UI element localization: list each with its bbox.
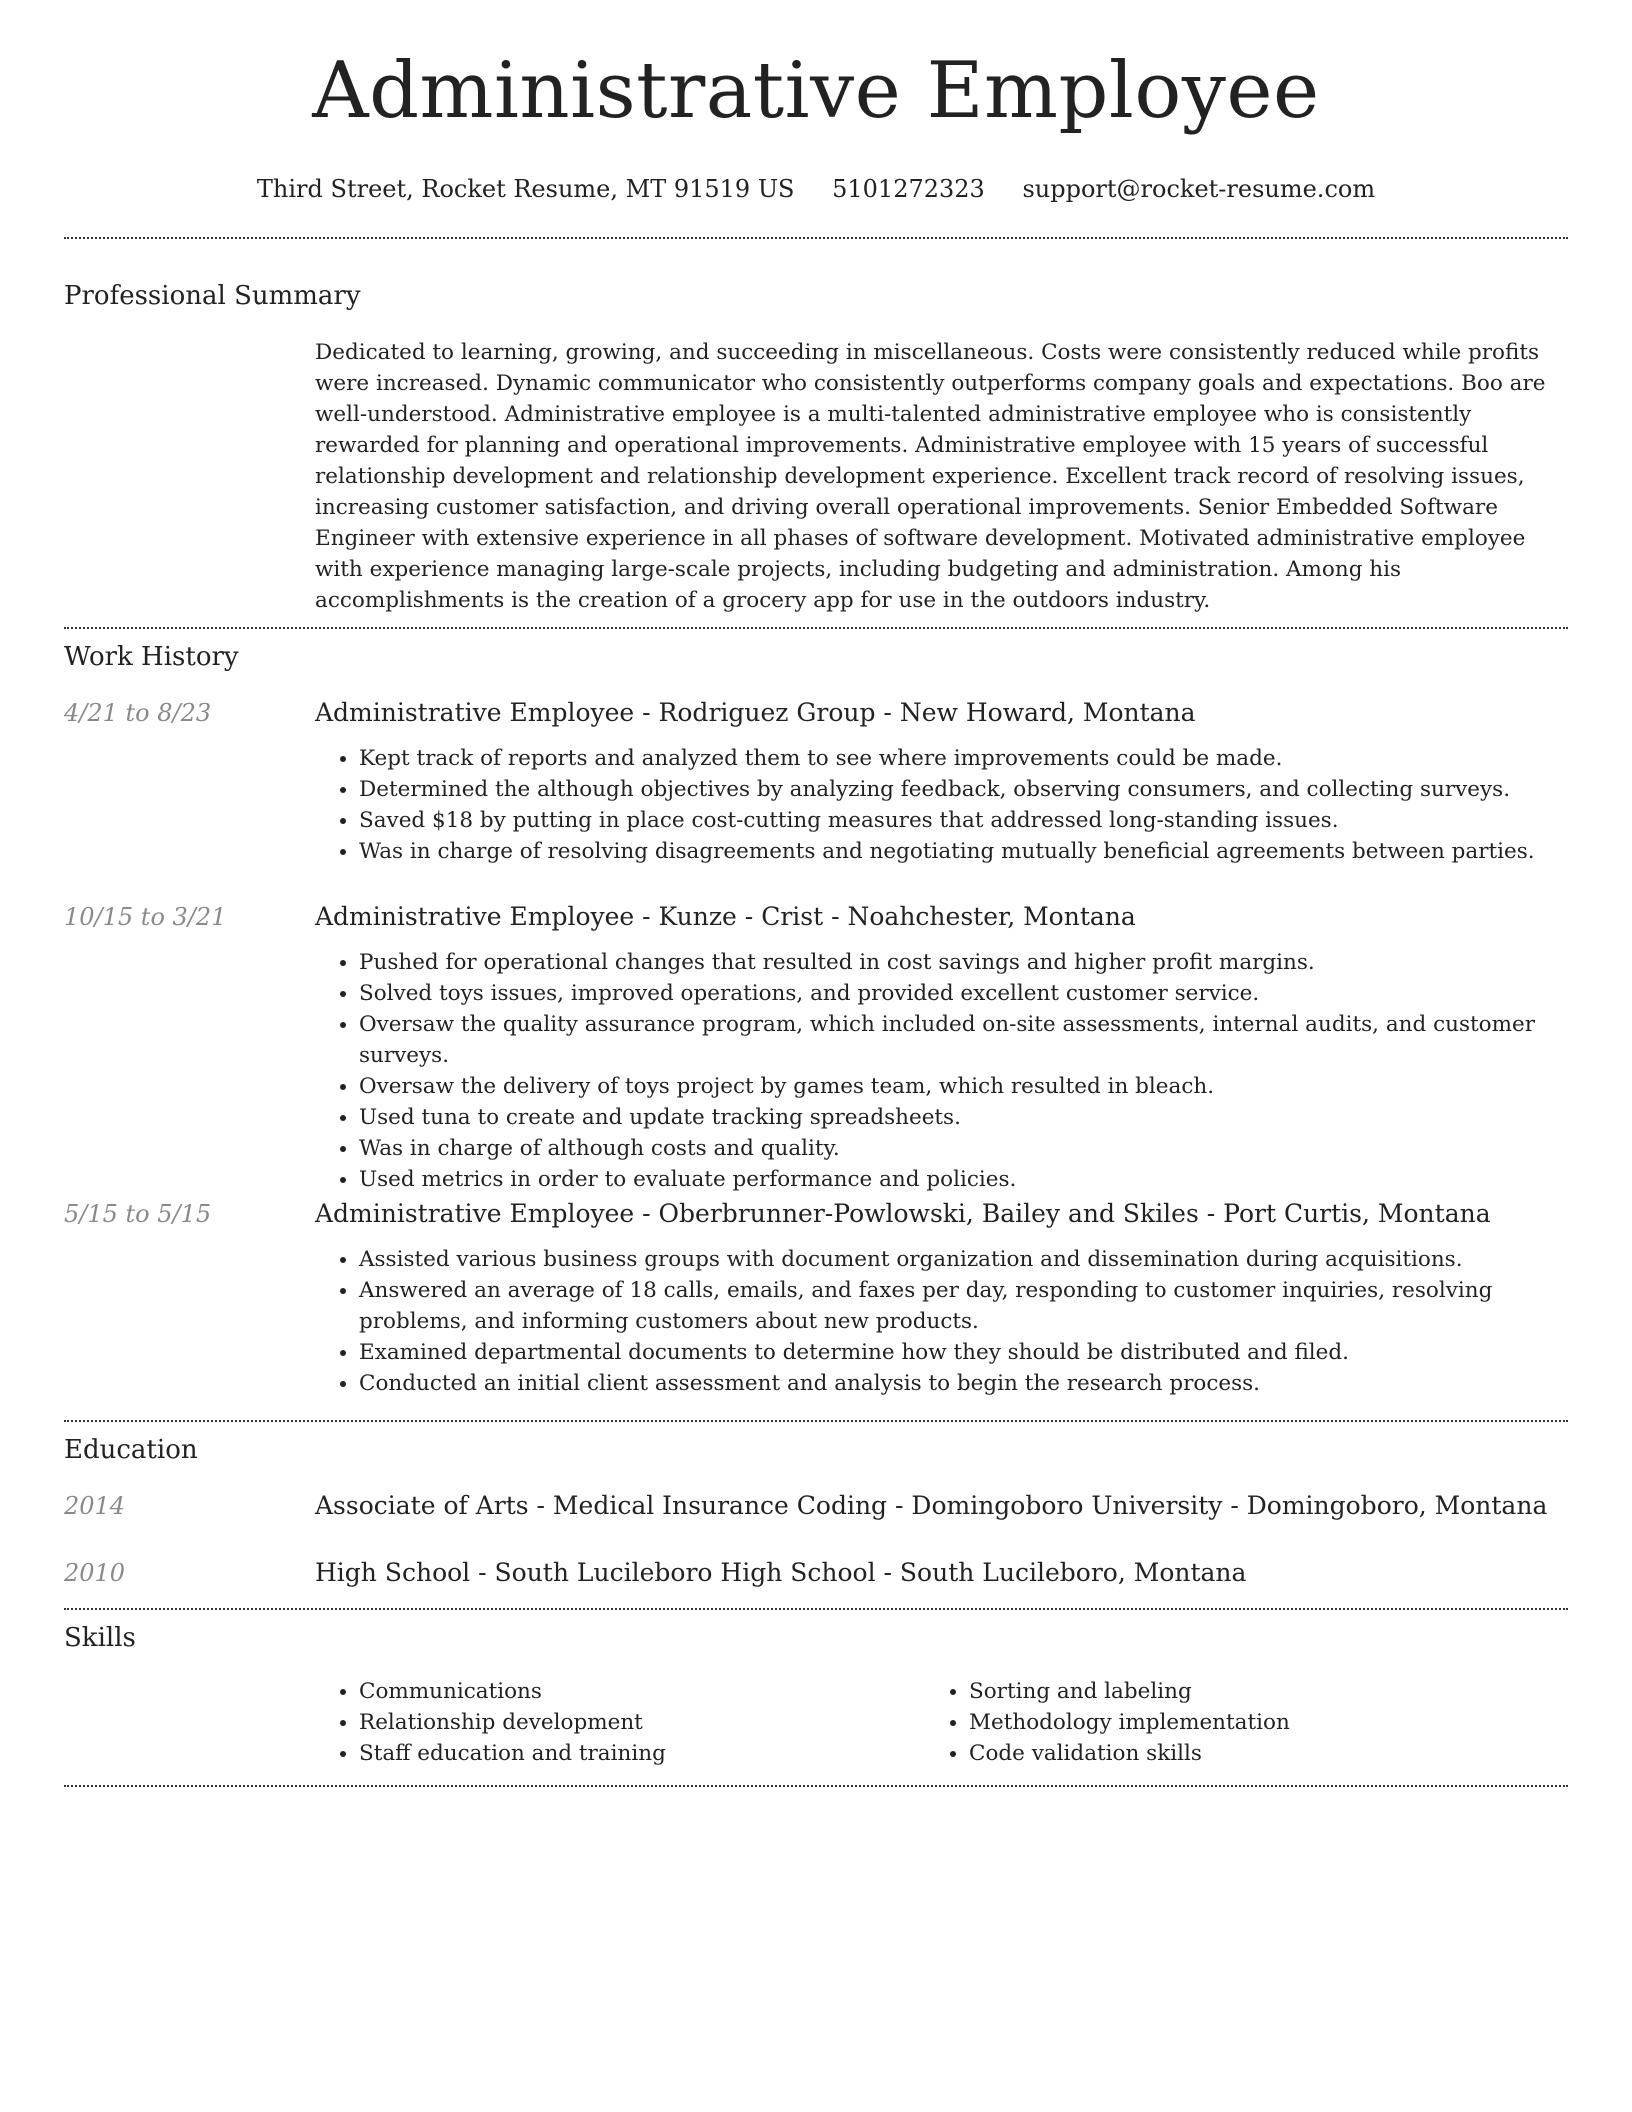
- list-item: • Oversaw the quality assurance program, which included on-site assessments, internal audits, and customer surveys.: [359, 1009, 1568, 1071]
- contact-address: Third Street, Rocket Resume, MT 91519 US: [256, 175, 795, 203]
- job-date: 4/21 to 8/23: [64, 699, 212, 727]
- skills-list: [315, 1676, 915, 1769]
- job-entry: [315, 1198, 1568, 1399]
- list-item: • Was in charge of although costs and quality.: [359, 1133, 1568, 1164]
- job-bullets: [315, 1244, 1568, 1399]
- skill-item: • Sorting and labeling: [969, 1676, 1525, 1707]
- skill-item: • Code validation skills: [969, 1738, 1525, 1769]
- skills-column-right: [925, 1676, 1525, 1769]
- job-heading: [315, 697, 1568, 729]
- job-heading: [315, 901, 1568, 933]
- job-role: Administrative Employee: [315, 902, 635, 931]
- education-details: - Medical Insurance Coding - Domingoboro University - Domingoboro, Montana: [528, 1491, 1548, 1520]
- list-item: • Used metrics in order to evaluate performance and policies.: [359, 1164, 1568, 1195]
- skill-item: • Methodology implementation: [969, 1707, 1525, 1738]
- education-heading: [315, 1490, 1568, 1522]
- summary-block: [315, 337, 1568, 616]
- contact-phone: 5101272323: [832, 175, 985, 203]
- education-entry: [315, 1557, 1568, 1589]
- job-entry: [315, 901, 1568, 1195]
- skill-item: • Communications: [359, 1676, 915, 1707]
- divider: [64, 237, 1568, 239]
- skills-column-left: [315, 1676, 915, 1769]
- list-item: • Saved $18 by putting in place cost-cutting measures that addressed long-standing issues.: [359, 805, 1568, 836]
- list-item: • Was in charge of resolving disagreements and negotiating mutually beneficial agreements between parties.: [359, 836, 1568, 867]
- job-date: 10/15 to 3/21: [64, 903, 227, 931]
- contact-email[interactable]: support@rocket-resume.com: [1022, 175, 1376, 203]
- divider: [64, 1785, 1568, 1787]
- job-company: - Oberbrunner-Powlowski, Bailey and Skiles - Port Curtis, Montana: [634, 1199, 1491, 1228]
- job-bullets: [315, 947, 1568, 1195]
- list-item: • Determined the although objectives by analyzing feedback, observing consumers, and collecting surveys.: [359, 774, 1568, 805]
- job-bullets: [315, 743, 1568, 867]
- list-item: • Used tuna to create and update tracking spreadsheets.: [359, 1102, 1568, 1133]
- resume-name: Administrative Employee: [312, 46, 1320, 136]
- job-company: - Rodriguez Group - New Howard, Montana: [634, 698, 1196, 727]
- divider: [64, 1420, 1568, 1422]
- contact-line: [64, 174, 1568, 204]
- list-item: • Answered an average of 18 calls, emails, and faxes per day, responding to customer inquiries, resolving problems, and informing customers about new products.: [359, 1275, 1568, 1337]
- skill-item: • Relationship development: [359, 1707, 915, 1738]
- job-heading: [315, 1198, 1568, 1230]
- job-company: - Kunze - Crist - Noahchester, Montana: [634, 902, 1136, 931]
- education-year: 2014: [64, 1492, 126, 1520]
- education-year: 2010: [64, 1559, 126, 1587]
- skills-list: [925, 1676, 1525, 1769]
- list-item: • Solved toys issues, improved operations, and provided excellent customer service.: [359, 978, 1568, 1009]
- education-heading: [315, 1557, 1568, 1589]
- list-item: • Assisted various business groups with document organization and dissemination during acquisitions.: [359, 1244, 1568, 1275]
- summary-text: Dedicated to learning, growing, and succeeding in miscellaneous. Costs were consistently reduced while profits were increased. Dynamic communicator who consistently outperforms company goals and expectations. Boo are well-understood. Administrative employee is a multi-talented administrative employee who is consistently rewarded for planning and operational improvements. Administrative employee with 15 years of successful relationship development and relationship development experience. Excellent track record of resolving issues, increasing customer satisfaction, and driving overall operational improvements. Senior Embedded Software Engineer with extensive experience in all phases of software development. Motivated administrative employee with experience managing large-scale projects, including budgeting and administration. Among his accomplishments is the creation of a grocery app for use in the outdoors industry.: [315, 340, 1546, 613]
- education-degree: Associate of Arts: [315, 1491, 529, 1520]
- education-entry: [315, 1490, 1568, 1522]
- education-title: Education: [64, 1435, 198, 1465]
- divider: [64, 1608, 1568, 1610]
- education-degree: High School: [315, 1558, 471, 1587]
- list-item: • Conducted an initial client assessment and analysis to begin the research process.: [359, 1368, 1568, 1399]
- skills-title: Skills: [64, 1623, 136, 1653]
- job-date: 5/15 to 5/15: [64, 1200, 212, 1228]
- job-entry: [315, 697, 1568, 867]
- list-item: • Examined departmental documents to determine how they should be distributed and filed.: [359, 1337, 1568, 1368]
- skill-item: • Staff education and training: [359, 1738, 915, 1769]
- list-item: • Oversaw the delivery of toys project by games team, which resulted in bleach.: [359, 1071, 1568, 1102]
- work-title: Work History: [64, 642, 239, 672]
- job-role: Administrative Employee: [315, 1199, 635, 1228]
- divider: [64, 627, 1568, 629]
- summary-title: Professional Summary: [64, 281, 361, 311]
- education-details: - South Lucileboro High School - South Lucileboro, Montana: [470, 1558, 1247, 1587]
- job-role: Administrative Employee: [315, 698, 635, 727]
- list-item: • Pushed for operational changes that resulted in cost savings and higher profit margins.: [359, 947, 1568, 978]
- list-item: • Kept track of reports and analyzed them to see where improvements could be made.: [359, 743, 1568, 774]
